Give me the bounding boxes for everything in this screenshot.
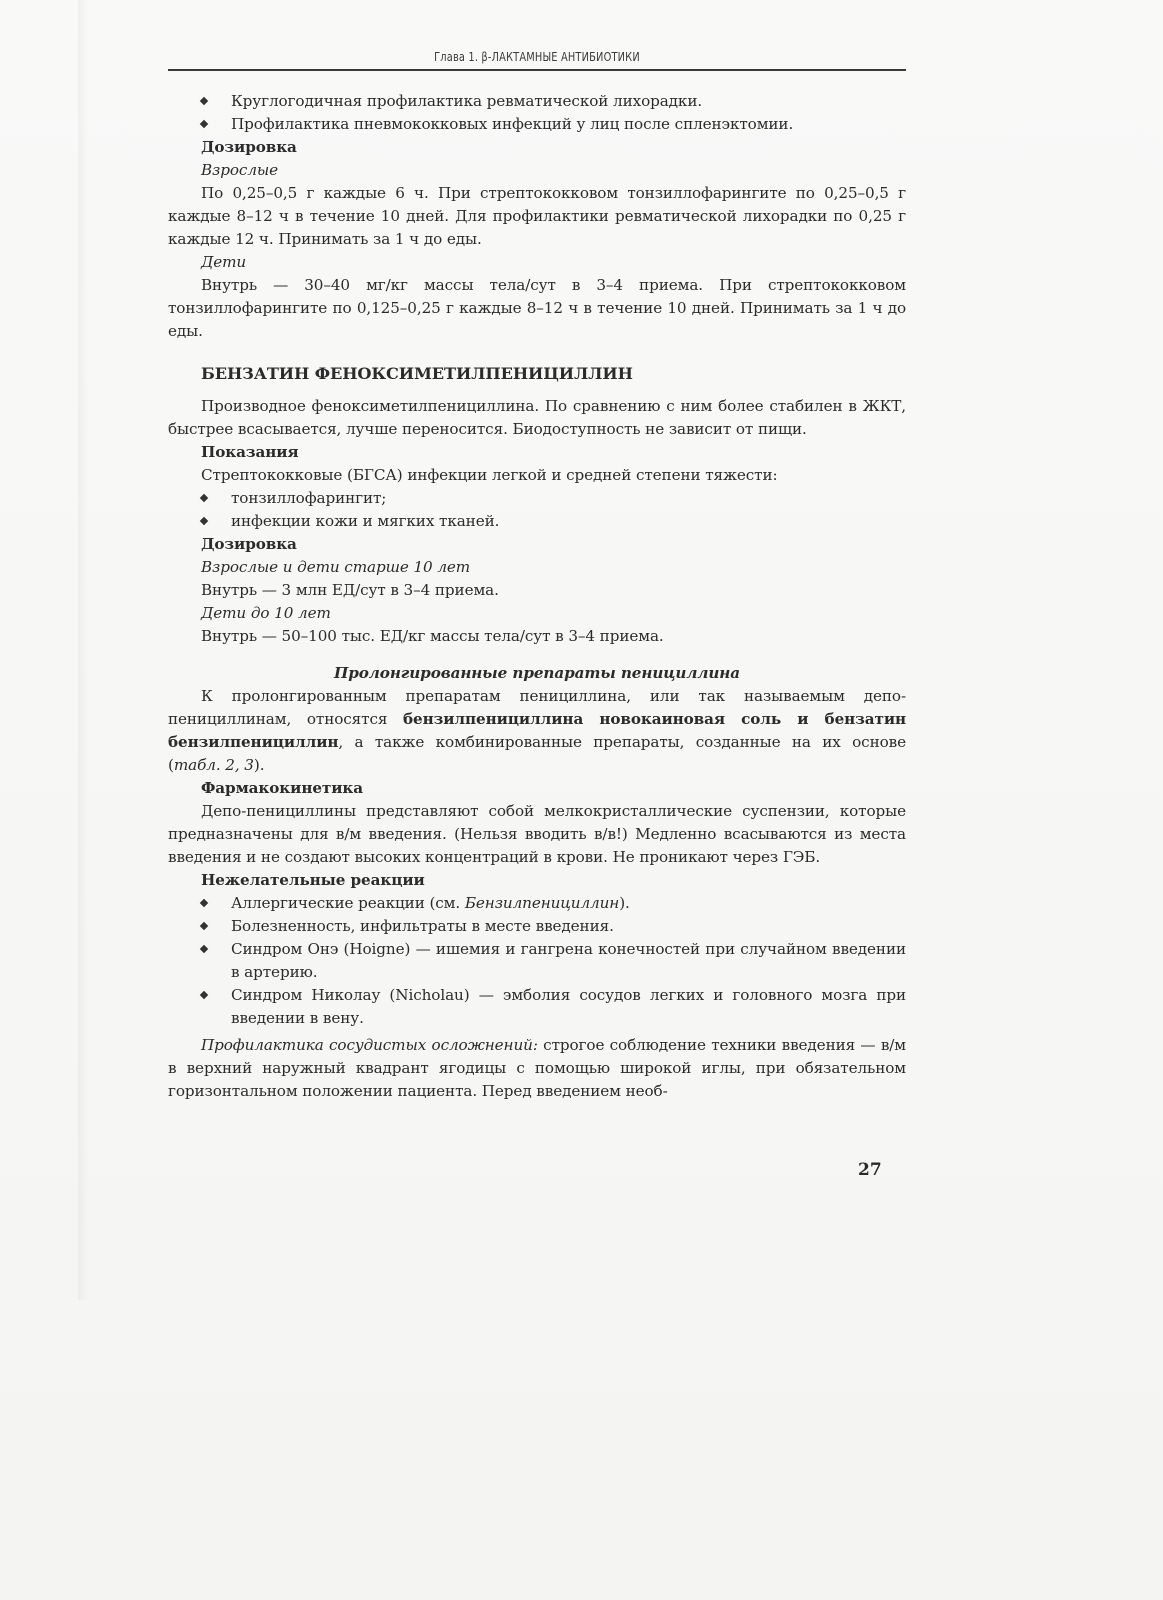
prolonged-intro: К пролонгированным препаратам пенициллина, или так называемым депо-пенициллинам, относятся бензилпенициллина новокаиновая соль и бензатин бензилпенициллин, а также комбинированные препараты, созданные на их основе (табл. 2, 3). — [168, 687, 906, 774]
bullet-icon — [200, 899, 208, 907]
bullet-item: Синдром Николау (Nicholau) — эмболия сосудов легких и головного мозга при введении в вену. — [168, 984, 906, 1030]
adults-dosage-text: Внутрь — 3 млн ЕД/сут в 3–4 приема. — [201, 581, 499, 599]
adults-dosage-text: По 0,25–0,5 г каждые 6 ч. При стрептококковом тонзиллофарингите по 0,25–0,5 г каждые 8–12 ч в течение 10 дней. Для профилактики ревматической лихорадки по 0,25 г каждые 12 ч. Принимать за 1 ч до еды. — [168, 184, 906, 248]
bullet-icon — [200, 922, 208, 930]
bullet-icon — [200, 494, 208, 502]
bullet-item: инфекции кожи и мягких тканей. — [168, 510, 906, 533]
page-number: 27 — [858, 1160, 882, 1180]
adverse-reactions-heading: Нежелательные реакции — [201, 871, 425, 889]
bullet-icon — [200, 517, 208, 525]
benzathine-intro: Производное феноксиметилпенициллина. По сравнению с ним более стабилен в ЖКТ, быстрее всасывается, лучше переносится. Биодоступность не зависит от пищи. — [168, 397, 906, 438]
bullet-item: Болезненность, инфильтраты в месте введения. — [168, 915, 906, 938]
bullet-item: Синдром Онэ (Hoigne) — ишемия и гангрена конечностей при случайном введении в артерию. — [168, 938, 906, 984]
bullet-icon — [200, 97, 208, 105]
dosage-heading: Дозировка — [201, 535, 297, 553]
pharmacokinetics-text: Депо-пенициллины представляют собой мелкокристаллические суспензии, которые предназначены для в/м введения. (Нельзя вводить в/в!) Медленно всасываются из места введения и не создают высоких концентраций в крови. Не проникают через ГЭБ. — [168, 802, 906, 866]
children-dosage-text: Внутрь — 50–100 тыс. ЕД/кг массы тела/сут в 3–4 приема. — [201, 627, 664, 645]
bullet-icon — [200, 945, 208, 953]
children-dosage-text: Внутрь — 30–40 мг/кг массы тела/сут в 3–4 приема. При стрептококковом тонзиллофарингите по 0,125–0,25 г каждые 8–12 ч в течение 10 дней. Принимать за 1 ч до еды. — [168, 276, 906, 340]
children-subheading: Дети до 10 лет — [201, 604, 331, 622]
bullet-icon — [200, 991, 208, 999]
section-title-benzathine: БЕНЗАТИН ФЕНОКСИМЕТИЛПЕНИЦИЛЛИН — [201, 364, 633, 383]
section-title-prolonged: Пролонгированные препараты пенициллина — [333, 664, 741, 682]
running-header: Глава 1. β-ЛАКТАМНЫЕ АНТИБИОТИКИ — [434, 50, 640, 64]
table-reference: табл. 2, 3 — [173, 756, 254, 774]
bullet-item: Круглогодичная профилактика ревматической лихорадки. — [168, 90, 906, 113]
children-subheading: Дети — [201, 253, 247, 271]
bullet-item: Профилактика пневмококковых инфекций у лиц после спленэктомии. — [168, 113, 906, 136]
bullet-item: Аллергические реакции (см. Бензилпенициллин). — [168, 892, 906, 915]
bullet-item: тонзиллофарингит; — [168, 487, 906, 510]
indications-text: Стрептококковые (БГСА) инфекции легкой и средней степени тяжести: — [201, 466, 778, 484]
bullet-icon — [200, 120, 208, 128]
header-rule — [168, 69, 906, 71]
indications-heading: Показания — [201, 443, 299, 461]
prevention-paragraph: Профилактика сосудистых осложнений: строгое соблюдение техники введения — в/м в верхний наружный квадрант ягодицы с помощью широкой иглы, при обязательном горизонтальном положении пациента. Перед введением необ- — [168, 1036, 906, 1100]
adults-subheading: Взрослые и дети старше 10 лет — [201, 558, 471, 576]
pharmacokinetics-heading: Фармакокинетика — [201, 779, 363, 797]
page-content — [168, 90, 906, 1103]
adults-subheading: Взрослые — [201, 161, 279, 179]
dosage-heading: Дозировка — [201, 138, 297, 156]
page-edge-shadow — [78, 0, 88, 1300]
